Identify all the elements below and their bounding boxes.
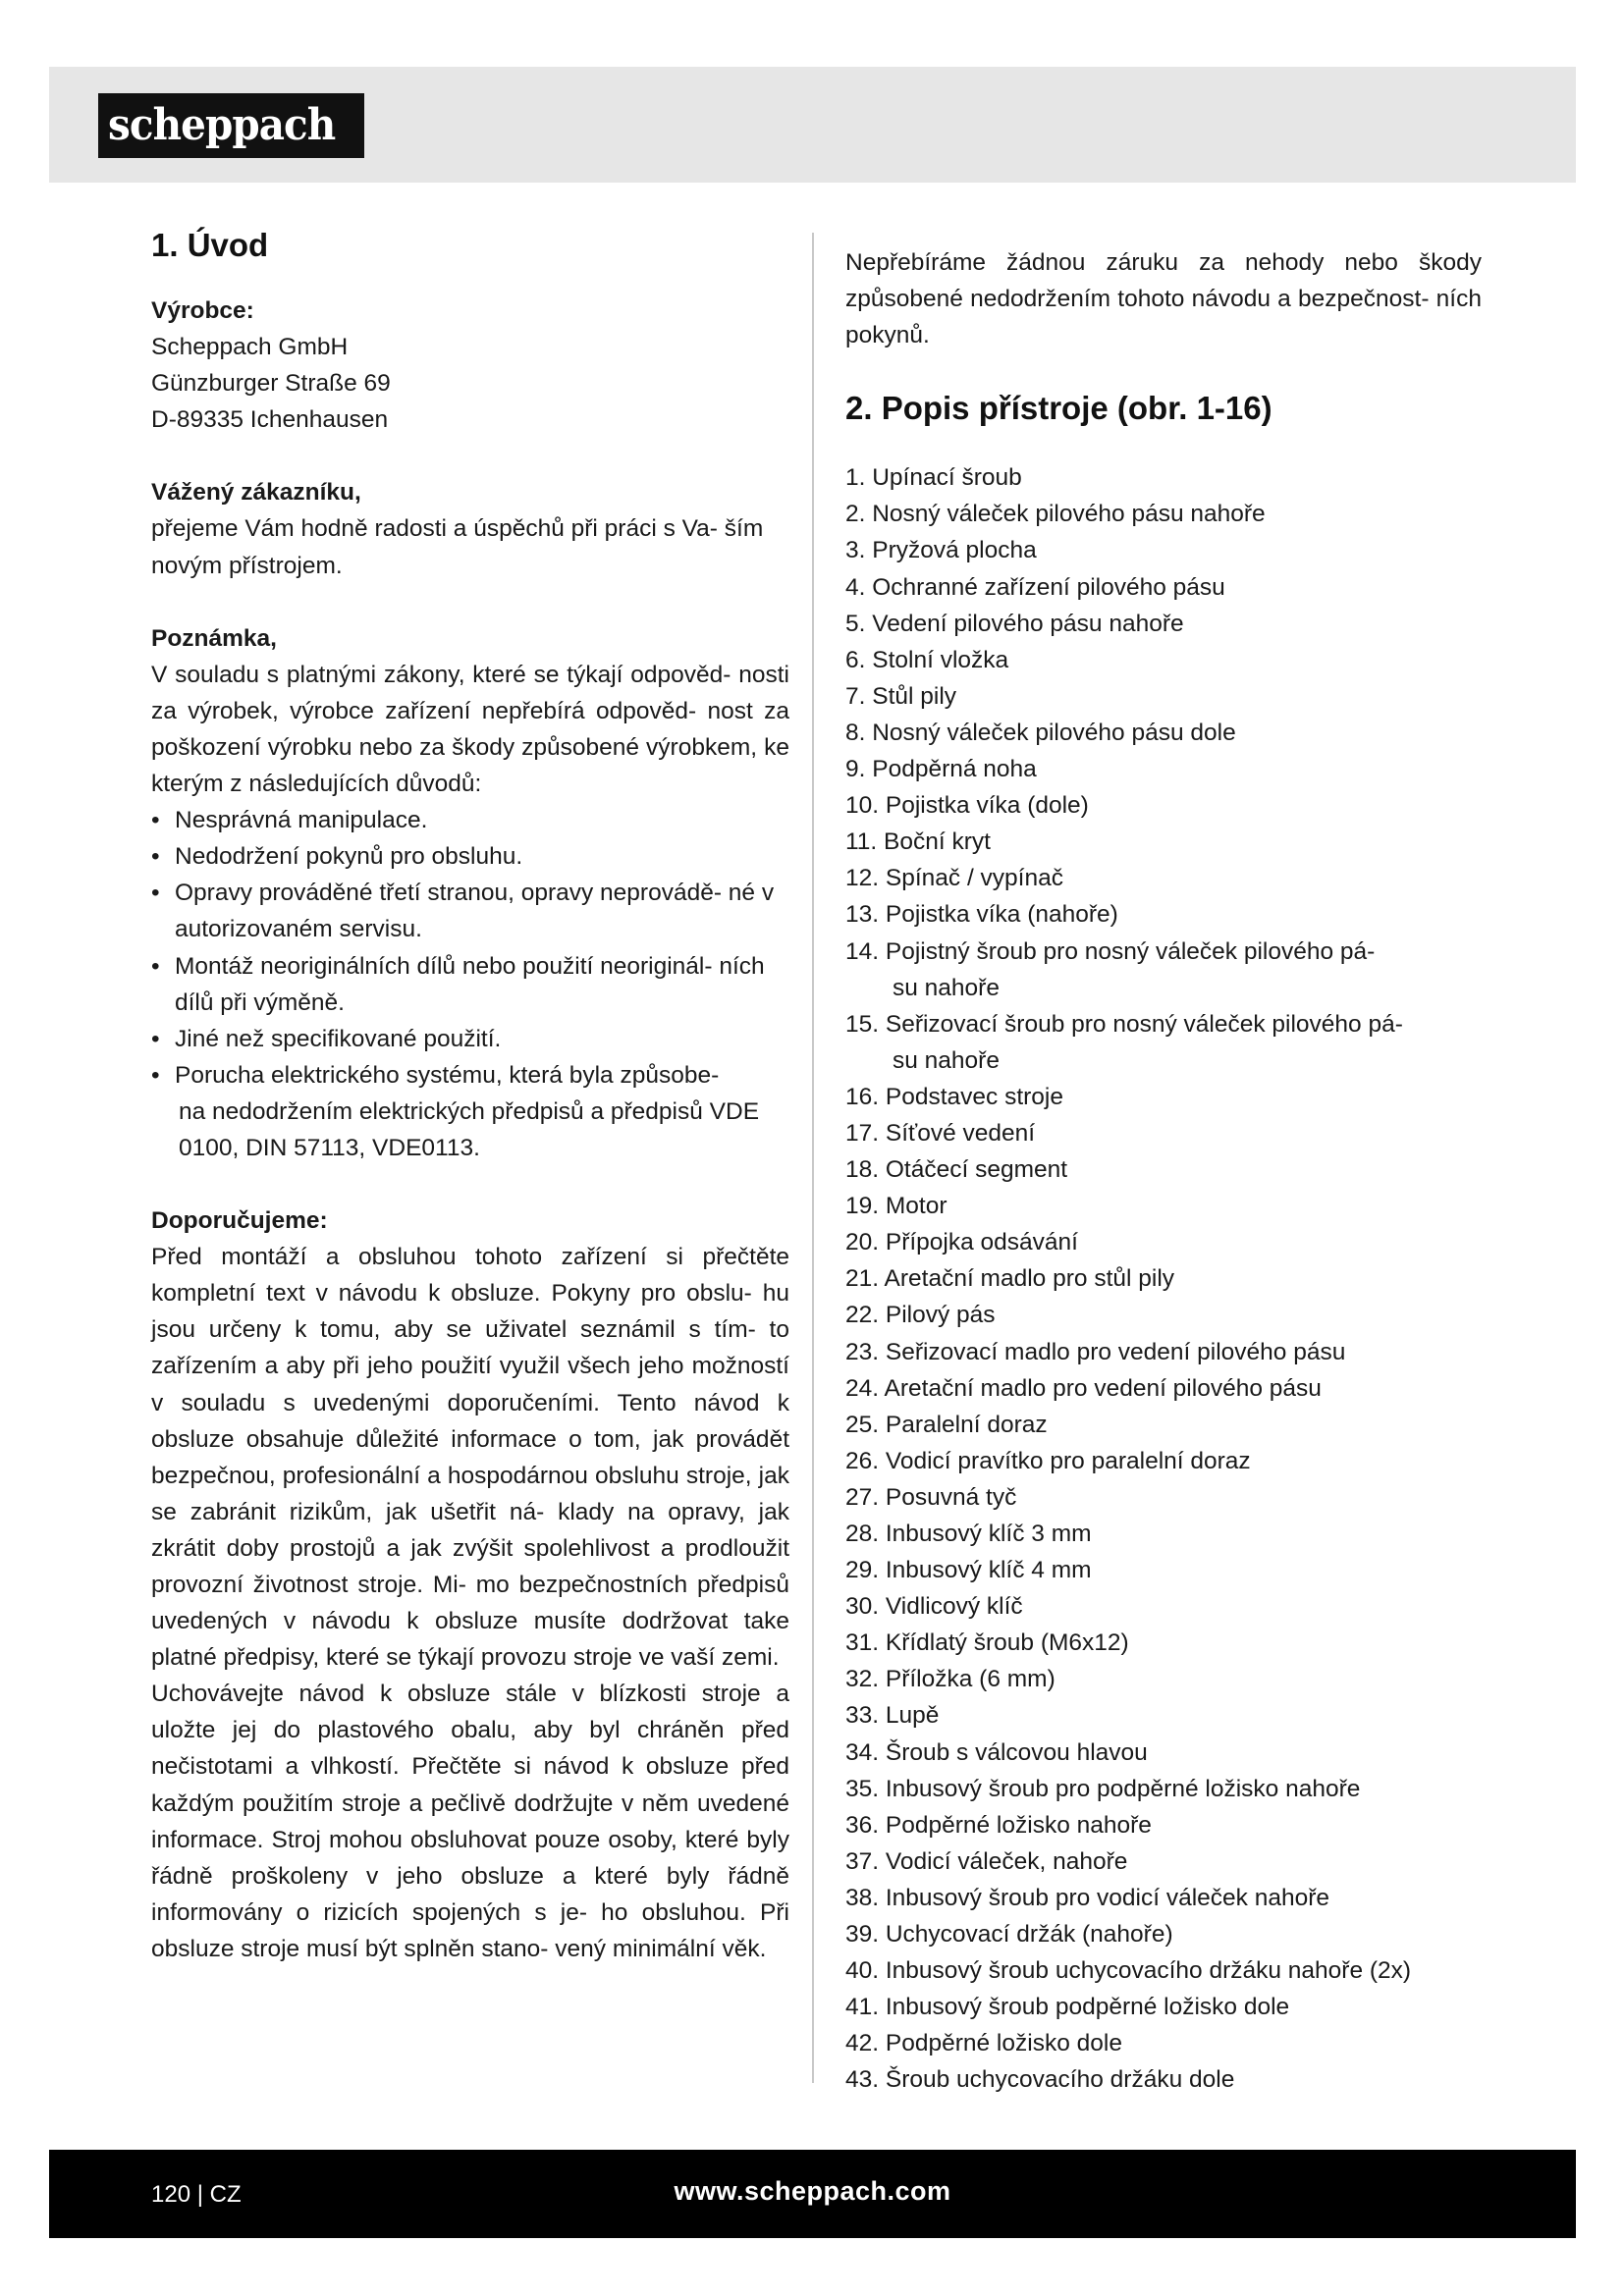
part-label: 35. Inbusový šroub pro podpěrné ložisko nahoře [845,1775,1361,1802]
part-label: 24. Aretační madlo pro vedení pilového pásu [845,1374,1322,1402]
parts-list-item [845,751,1482,787]
part-label: 9. Podpěrná noha [845,756,1037,783]
part-label: 23. Seřizovací madlo pro vedení pilového pásu [845,1338,1346,1365]
part-label: 11. Boční kryt [845,828,991,856]
parts-list-item [845,2025,1482,2061]
parts-list-item [845,1006,1482,1079]
part-label: 36. Podpěrné ložisko nahoře [845,1811,1152,1839]
parts-list-item [845,1807,1482,1843]
parts-list-item [845,1916,1482,1952]
parts-list-item [845,860,1482,896]
parts-list-item [845,459,1482,496]
part-label: 4. Ochranné zařízení pilového pásu [845,573,1225,601]
parts-list-item [845,934,1482,1006]
part-label: 22. Pilový pás [845,1302,996,1329]
part-label: 14. Pojistný šroub pro nosný váleček pilového pá- [845,937,1376,965]
part-label: 31. Křídlatý šroub (M6x12) [845,1629,1129,1657]
part-label: 33. Lupě [845,1702,940,1730]
parts-list [845,459,1482,2098]
note-label: Poznámka, [151,624,277,652]
right-column [845,244,1482,2099]
part-label: 5. Vedení pilového pásu nahoře [845,610,1184,637]
parts-list-item [845,896,1482,933]
part-label: 20. Přípojka odsávání [845,1229,1078,1256]
parts-list-item [845,532,1482,568]
part-label: 7. Stůl pily [845,682,957,710]
parts-list-item [845,1771,1482,1807]
part-label: 16. Podstavec stroje [845,1083,1063,1110]
parts-list-item [845,1516,1482,1552]
part-label: 40. Inbusový šroub uchycovacího držáku nahoře (2x) [845,1957,1412,1985]
keep-manual-text: Uchovávejte návod k obsluze stále v blízkosti stroje a uložte jej do plastového obalu, aby byl chráněn před nečistotami a vlhkostí. Přečtěte si návod k obsluze před každým použitím stroje a pečlivě dodržujte v něm uvedené informace. Stroj mohou obsluhovat pouze osoby, které byly řádně proškoleny v jeho obsluze a které byly řádně informovány o rizicích spojených s je- ho obsluhou. Při obsluze stroje musí být splněn stano- vený minimální věk. [151,1681,789,1962]
part-label: 43. Šroub uchycovacího držáku dole [845,2066,1235,2094]
page-number: 120 | CZ [151,2181,242,2208]
parts-list-item [845,1588,1482,1625]
footer-bar [49,2150,1576,2238]
parts-list-item [845,1625,1482,1661]
part-label: 27. Posuvná tyč [845,1483,1017,1511]
part-label: 19. Motor [845,1193,947,1220]
part-label: 38. Inbusový šroub pro vodicí váleček nahoře [845,1884,1330,1911]
logo-text: scheppach [108,100,336,150]
parts-list-item [845,1661,1482,1697]
parts-list-item [845,1479,1482,1516]
left-column [151,226,789,1967]
part-label: 1. Upínací šroub [845,464,1022,492]
part-label: 6. Stolní vložka [845,646,1009,673]
part-label: 25. Paralelní doraz [845,1411,1048,1438]
part-label: 12. Spínač / vypínač [845,865,1063,892]
list-item: • Montáž neoriginálních dílů nebo použití neoriginál- ních dílů při výměně. [151,948,789,1021]
part-label: 8. Nosný váleček pilového pásu dole [845,719,1236,746]
parts-list-item [845,569,1482,606]
parts-list-item [845,2061,1482,2098]
parts-list-item [845,1188,1482,1224]
part-label: 34. Šroub s válcovou hlavou [845,1738,1148,1766]
liability-exclusions-list [151,802,789,1166]
part-label-continuation: su nahoře [893,1046,1000,1074]
parts-list-item [845,1151,1482,1188]
part-label: 3. Pryžová plocha [845,537,1037,564]
part-label: 42. Podpěrné ložisko dole [845,2030,1122,2057]
parts-list-item [845,824,1482,860]
part-label-continuation: su nahoře [893,974,1000,1001]
note-text: V souladu s platnými zákony, které se týkají odpověd- nosti za výrobek, výrobce zařízení nepřebírá odpověd- nost za poškození výrobku nebo za škody způsobené výrobkem, ke kterým z následujících důvodů: [151,661,789,798]
part-label: 39. Uchycovací držák (nahoře) [845,1921,1173,1949]
list-item-first-line: Porucha elektrického systému, která byla způsobe- [175,1061,720,1089]
list-item [151,1057,789,1166]
list-item-continuation: na nedodržením elektrických předpisů a předpisů VDE 0100, DIN 57113, VDE0113. [179,1097,760,1161]
parts-list-item [845,606,1482,642]
manufacturer-city: D-89335 Ichenhausen [151,406,389,434]
manufacturer-label: Výrobce: [151,297,254,324]
parts-list-item [845,1260,1482,1297]
parts-list-item [845,678,1482,715]
list-item: • Jiné než specifikované použití. [151,1021,789,1057]
parts-list-item [845,1989,1482,2025]
recommend-text: Před montáží a obsluhou tohoto zařízení si přečtěte kompletní text v návodu k obsluze. Pokyny pro obslu- hu jsou určeny k tomu, aby se uživatel seznámil s tím- to zařízením a aby při jeho použití využil všech jeho možností v souladu s uvedenými doporučeními. Tento návod k obsluze obsahuje důležité informace o tom, jak provádět bezpečnou, profesionální a hospodárnou obsluhu stroje, jak se zabránit rizikům, jak ušetřit ná- klady na opravy, jak zkrátit doby prostojů a jak zvýšit spolehlivost a prodloužit provozní životnost stroje. Mi- mo bezpečnostních předpisů uvedených v návodu k obsluze musíte dodržovat take platné předpisy, které se týkají provozu stroje ve vaší zemi. [151,1244,789,1672]
parts-list-item [845,1880,1482,1916]
device-description-heading: 2. Popis přístroje (obr. 1-16) [845,390,1272,427]
parts-list-item [845,1334,1482,1370]
part-label: 2. Nosný váleček pilového pásu nahoře [845,501,1266,528]
part-label: 26. Vodicí pravítko pro paralelní doraz [845,1447,1251,1474]
part-label: 21. Aretační madlo pro stůl pily [845,1265,1175,1293]
scheppach-logo [98,93,364,158]
parts-list-item [845,1115,1482,1151]
customer-text: přejeme Vám hodně radosti a úspěchů při práci s Va- ším novým přístrojem. [151,515,764,579]
part-label: 29. Inbusový klíč 4 mm [845,1557,1092,1584]
part-label: 28. Inbusový klíč 3 mm [845,1521,1092,1547]
part-label: 15. Seřizovací šroub pro nosný váleček pilového pá- [845,1010,1403,1038]
intro-heading: 1. Úvod [151,227,269,263]
list-item: • Nedodržení pokynů pro obsluhu. [151,838,789,875]
part-label: 18. Otáčecí segment [845,1156,1068,1184]
list-item: • Opravy prováděné třetí stranou, opravy neprovádě- né v autorizovaném servisu. [151,875,789,947]
part-label: 30. Vidlicový klíč [845,1593,1023,1621]
part-label: 13. Pojistka víka (nahoře) [845,901,1118,929]
parts-list-item [845,1843,1482,1880]
parts-list-item [845,1079,1482,1115]
recommend-label: Doporučujeme: [151,1207,328,1235]
part-label: 32. Příložka (6 mm) [845,1666,1056,1693]
column-divider [812,233,814,2083]
list-item: • Nesprávná manipulace. [151,802,789,838]
parts-list-item [845,1297,1482,1333]
parts-list-item [845,1443,1482,1479]
parts-list-item [845,1952,1482,1989]
part-label: 10. Pojistka víka (dole) [845,792,1089,820]
part-label: 41. Inbusový šroub podpěrné ložisko dole [845,1994,1290,2021]
header-band [49,67,1576,183]
part-label: 37. Vodicí váleček, nahoře [845,1847,1128,1875]
parts-list-item [845,1697,1482,1734]
website-link[interactable]: www.scheppach.com [674,2176,951,2206]
parts-list-item [845,1370,1482,1407]
manufacturer-name: Scheppach GmbH [151,334,349,361]
parts-list-item [845,1224,1482,1260]
part-label: 17. Síťové vedení [845,1119,1036,1147]
manufacturer-street: Günzburger Straße 69 [151,370,391,398]
parts-list-item [845,715,1482,751]
parts-list-item [845,642,1482,678]
customer-label: Vážený zákazníku, [151,479,361,507]
disclaimer-text: Nepřebíráme žádnou záruku za nehody nebo škody způsobené nedodržením tohoto návodu a bezpečnost- ních pokynů. [845,249,1482,349]
parts-list-item [845,1407,1482,1443]
parts-list-item [845,787,1482,824]
parts-list-item [845,496,1482,532]
parts-list-item [845,1735,1482,1771]
parts-list-item [845,1552,1482,1588]
